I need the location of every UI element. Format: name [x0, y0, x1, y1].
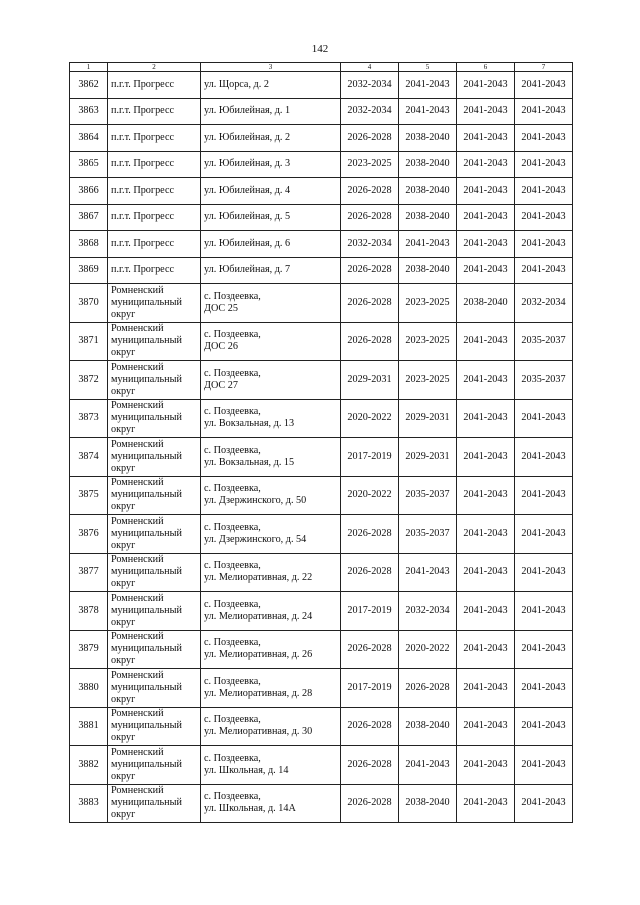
address-line: ул. Дзержинского, д. 54 — [204, 533, 307, 545]
settlement-cell — [108, 125, 201, 152]
period-col5: 2023-2025 — [399, 284, 457, 323]
period-col4: 2029-2031 — [341, 361, 399, 400]
address-line: ул. Юбилейная, д. 3 — [204, 158, 291, 170]
settlement-line: муниципальный — [111, 412, 182, 424]
row-number: 3866 — [70, 178, 108, 205]
period-col6: 2041-2043 — [457, 476, 515, 515]
period-col7: 2041-2043 — [515, 399, 573, 438]
period-col5: 2038-2040 — [399, 204, 457, 231]
period-col7: 2041-2043 — [515, 669, 573, 708]
settlement-cell — [108, 98, 201, 125]
settlement-line: муниципальный — [111, 373, 182, 385]
settlement-cell — [108, 361, 201, 400]
table-row — [70, 284, 573, 323]
table-row — [70, 476, 573, 515]
table-row — [70, 746, 573, 785]
address-line: ул. Мелиоративная, д. 30 — [204, 726, 313, 738]
period-col4: 2026-2028 — [341, 204, 399, 231]
period-col5: 2041-2043 — [399, 553, 457, 592]
settlement-line: муниципальный — [111, 527, 182, 539]
address-line: ул. Юбилейная, д. 6 — [204, 237, 291, 249]
address-line: ул. Дзержинского, д. 50 — [204, 495, 307, 507]
period-col5: 2026-2028 — [399, 669, 457, 708]
column-header: 5 — [399, 63, 457, 72]
address-line: ул. Юбилейная, д. 2 — [204, 131, 291, 143]
period-col4: 2032-2034 — [341, 72, 399, 99]
settlement-line: округ — [111, 732, 136, 744]
settlement-line: округ — [111, 347, 136, 359]
period-col5: 2041-2043 — [399, 98, 457, 125]
address-line: с. Поздеевка, — [204, 752, 261, 764]
period-col7: 2041-2043 — [515, 592, 573, 631]
table-row — [70, 361, 573, 400]
period-col4: 2026-2028 — [341, 784, 399, 823]
period-col4: 2026-2028 — [341, 707, 399, 746]
period-col7: 2041-2043 — [515, 204, 573, 231]
settlement-line: Ромненский — [111, 708, 164, 720]
period-col4: 2023-2025 — [341, 151, 399, 178]
row-number: 3868 — [70, 231, 108, 258]
period-col7: 2041-2043 — [515, 476, 573, 515]
settlement-cell — [108, 399, 201, 438]
settlement-cell — [108, 231, 201, 258]
table-row — [70, 151, 573, 178]
settlement-line: Ромненский — [111, 669, 164, 681]
row-number: 3869 — [70, 257, 108, 284]
period-col5: 2038-2040 — [399, 151, 457, 178]
row-number: 3879 — [70, 630, 108, 669]
settlement-line: Ромненский — [111, 631, 164, 643]
settlement-cell — [108, 151, 201, 178]
table-row — [70, 178, 573, 205]
period-col7: 2041-2043 — [515, 438, 573, 477]
period-col5: 2038-2040 — [399, 784, 457, 823]
address-cell — [201, 399, 341, 438]
address-cell — [201, 630, 341, 669]
settlement-line: округ — [111, 693, 136, 705]
period-col6: 2041-2043 — [457, 515, 515, 554]
period-col6: 2041-2043 — [457, 592, 515, 631]
address-cell — [201, 257, 341, 284]
column-header: 2 — [108, 63, 201, 72]
address-cell — [201, 72, 341, 99]
settlement-line: муниципальный — [111, 489, 182, 501]
settlement-cell — [108, 515, 201, 554]
address-line: с. Поздеевка, — [204, 560, 261, 572]
period-col6: 2041-2043 — [457, 72, 515, 99]
settlement-cell — [108, 257, 201, 284]
address-line: с. Поздеевка, — [204, 444, 261, 456]
settlement-line: муниципальный — [111, 797, 182, 809]
table-row — [70, 399, 573, 438]
table-row — [70, 669, 573, 708]
row-number: 3862 — [70, 72, 108, 99]
period-col5: 2038-2040 — [399, 178, 457, 205]
settlement-line: п.г.т. Прогресс — [111, 158, 174, 170]
period-col5: 2041-2043 — [399, 72, 457, 99]
address-cell — [201, 361, 341, 400]
period-col7: 2041-2043 — [515, 784, 573, 823]
period-col7: 2041-2043 — [515, 98, 573, 125]
period-col4: 2026-2028 — [341, 553, 399, 592]
address-line: ул. Школьная, д. 14 — [204, 764, 289, 776]
period-col6: 2041-2043 — [457, 361, 515, 400]
period-col4: 2032-2034 — [341, 231, 399, 258]
settlement-line: п.г.т. Прогресс — [111, 184, 174, 196]
row-number: 3863 — [70, 98, 108, 125]
settlement-line: муниципальный — [111, 296, 182, 308]
row-number: 3883 — [70, 784, 108, 823]
period-col7: 2041-2043 — [515, 515, 573, 554]
settlement-cell — [108, 204, 201, 231]
column-header: 4 — [341, 63, 399, 72]
address-line: ул. Мелиоративная, д. 22 — [204, 572, 313, 584]
address-line: ул. Мелиоративная, д. 26 — [204, 649, 313, 661]
address-cell — [201, 98, 341, 125]
settlement-cell — [108, 284, 201, 323]
row-number: 3874 — [70, 438, 108, 477]
settlement-line: муниципальный — [111, 681, 182, 693]
period-col7: 2035-2037 — [515, 361, 573, 400]
address-line: ДОС 26 — [204, 341, 238, 353]
period-col4: 2026-2028 — [341, 257, 399, 284]
row-number: 3877 — [70, 553, 108, 592]
period-col6: 2041-2043 — [457, 669, 515, 708]
period-col7: 2041-2043 — [515, 746, 573, 785]
settlement-line: округ — [111, 809, 136, 821]
period-col7: 2041-2043 — [515, 151, 573, 178]
row-number: 3882 — [70, 746, 108, 785]
period-col7: 2041-2043 — [515, 178, 573, 205]
table-row — [70, 204, 573, 231]
settlement-cell — [108, 72, 201, 99]
address-line: ул. Школьная, д. 14А — [204, 803, 296, 815]
address-line: с. Поздеевка, — [204, 714, 261, 726]
period-col6: 2041-2043 — [457, 707, 515, 746]
address-line: с. Поздеевка, — [204, 637, 261, 649]
address-line: с. Поздеевка, — [204, 675, 261, 687]
address-line: с. Поздеевка, — [204, 290, 261, 302]
period-col5: 2035-2037 — [399, 476, 457, 515]
address-cell — [201, 476, 341, 515]
column-header: 1 — [70, 63, 108, 72]
period-col6: 2041-2043 — [457, 257, 515, 284]
address-line: с. Поздеевка, — [204, 329, 261, 341]
settlement-line: Ромненский — [111, 323, 164, 335]
period-col6: 2041-2043 — [457, 553, 515, 592]
address-cell — [201, 592, 341, 631]
row-number: 3872 — [70, 361, 108, 400]
settlement-line: п.г.т. Прогресс — [111, 78, 174, 90]
period-col6: 2041-2043 — [457, 98, 515, 125]
period-col4: 2032-2034 — [341, 98, 399, 125]
period-col5: 2038-2040 — [399, 707, 457, 746]
address-line: ул. Юбилейная, д. 7 — [204, 264, 291, 276]
period-col7: 2041-2043 — [515, 630, 573, 669]
address-line: ул. Юбилейная, д. 5 — [204, 211, 291, 223]
settlement-line: Ромненский — [111, 785, 164, 797]
address-line: ул. Мелиоративная, д. 24 — [204, 610, 313, 622]
settlement-line: Ромненский — [111, 361, 164, 373]
period-col5: 2038-2040 — [399, 257, 457, 284]
table-row — [70, 592, 573, 631]
period-col6: 2041-2043 — [457, 231, 515, 258]
row-number: 3880 — [70, 669, 108, 708]
address-line: ДОС 25 — [204, 302, 238, 314]
period-col7: 2041-2043 — [515, 257, 573, 284]
address-line: с. Поздеевка, — [204, 791, 261, 803]
table-row — [70, 784, 573, 823]
table-row — [70, 515, 573, 554]
settlement-cell — [108, 476, 201, 515]
address-line: ул. Мелиоративная, д. 28 — [204, 687, 313, 699]
period-col4: 2026-2028 — [341, 125, 399, 152]
address-line: ул. Юбилейная, д. 4 — [204, 184, 291, 196]
settlement-line: Ромненский — [111, 592, 164, 604]
address-cell — [201, 746, 341, 785]
address-cell — [201, 151, 341, 178]
settlement-cell — [108, 746, 201, 785]
row-number: 3878 — [70, 592, 108, 631]
address-cell — [201, 784, 341, 823]
settlement-line: Ромненский — [111, 400, 164, 412]
header-row — [70, 63, 573, 72]
period-col5: 2029-2031 — [399, 399, 457, 438]
settlement-line: муниципальный — [111, 720, 182, 732]
settlement-cell — [108, 630, 201, 669]
settlement-line: Ромненский — [111, 554, 164, 566]
table-row — [70, 438, 573, 477]
settlement-line: округ — [111, 308, 136, 320]
period-col6: 2041-2043 — [457, 746, 515, 785]
period-col4: 2026-2028 — [341, 746, 399, 785]
period-col6: 2041-2043 — [457, 438, 515, 477]
table-row — [70, 72, 573, 99]
period-col6: 2041-2043 — [457, 399, 515, 438]
settlement-cell — [108, 707, 201, 746]
settlement-line: п.г.т. Прогресс — [111, 105, 174, 117]
period-col7: 2032-2034 — [515, 284, 573, 323]
row-number: 3873 — [70, 399, 108, 438]
address-cell — [201, 204, 341, 231]
settlement-cell — [108, 322, 201, 361]
settlement-line: Ромненский — [111, 746, 164, 758]
period-col5: 2041-2043 — [399, 231, 457, 258]
address-cell — [201, 669, 341, 708]
period-col5: 2023-2025 — [399, 361, 457, 400]
settlement-line: округ — [111, 578, 136, 590]
settlement-line: муниципальный — [111, 566, 182, 578]
period-col7: 2041-2043 — [515, 231, 573, 258]
address-line: с. Поздеевка, — [204, 483, 261, 495]
address-line: с. Поздеевка, — [204, 406, 261, 418]
table-row — [70, 98, 573, 125]
period-col7: 2041-2043 — [515, 553, 573, 592]
table-row — [70, 707, 573, 746]
table-row — [70, 231, 573, 258]
settlement-line: Ромненский — [111, 515, 164, 527]
settlement-line: муниципальный — [111, 604, 182, 616]
table-row — [70, 322, 573, 361]
settlement-cell — [108, 669, 201, 708]
period-col4: 2026-2028 — [341, 515, 399, 554]
period-col6: 2041-2043 — [457, 125, 515, 152]
period-col7: 2041-2043 — [515, 707, 573, 746]
row-number: 3864 — [70, 125, 108, 152]
settlement-line: муниципальный — [111, 758, 182, 770]
settlement-line: округ — [111, 462, 136, 474]
period-col5: 2041-2043 — [399, 746, 457, 785]
period-col6: 2041-2043 — [457, 784, 515, 823]
address-line: с. Поздеевка, — [204, 598, 261, 610]
period-col5: 2023-2025 — [399, 322, 457, 361]
row-number: 3875 — [70, 476, 108, 515]
settlement-line: округ — [111, 770, 136, 782]
period-col4: 2017-2019 — [341, 669, 399, 708]
address-line: с. Поздеевка, — [204, 367, 261, 379]
housing-schedule-table — [69, 62, 573, 823]
settlement-cell — [108, 178, 201, 205]
period-col5: 2029-2031 — [399, 438, 457, 477]
address-cell — [201, 231, 341, 258]
address-line: с. Поздеевка, — [204, 521, 261, 533]
address-cell — [201, 322, 341, 361]
table-row — [70, 553, 573, 592]
settlement-line: Ромненский — [111, 438, 164, 450]
settlement-line: Ромненский — [111, 284, 164, 296]
settlement-cell — [108, 592, 201, 631]
row-number: 3871 — [70, 322, 108, 361]
table-row — [70, 125, 573, 152]
table-row — [70, 630, 573, 669]
period-col5: 2038-2040 — [399, 125, 457, 152]
address-line: ДОС 27 — [204, 379, 238, 391]
period-col4: 2026-2028 — [341, 630, 399, 669]
period-col6: 2041-2043 — [457, 204, 515, 231]
settlement-line: муниципальный — [111, 335, 182, 347]
table-row — [70, 257, 573, 284]
row-number: 3876 — [70, 515, 108, 554]
period-col6: 2041-2043 — [457, 151, 515, 178]
row-number: 3881 — [70, 707, 108, 746]
settlement-line: муниципальный — [111, 643, 182, 655]
period-col5: 2032-2034 — [399, 592, 457, 631]
column-header: 7 — [515, 63, 573, 72]
settlement-line: п.г.т. Прогресс — [111, 237, 174, 249]
period-col4: 2020-2022 — [341, 399, 399, 438]
address-line: ул. Вокзальная, д. 13 — [204, 418, 295, 430]
period-col4: 2026-2028 — [341, 284, 399, 323]
settlement-line: п.г.т. Прогресс — [111, 131, 174, 143]
settlement-line: Ромненский — [111, 477, 164, 489]
settlement-line: п.г.т. Прогресс — [111, 264, 174, 276]
settlement-line: округ — [111, 616, 136, 628]
period-col7: 2041-2043 — [515, 125, 573, 152]
column-header: 6 — [457, 63, 515, 72]
address-line: ул. Юбилейная, д. 1 — [204, 105, 291, 117]
address-line: ул. Щорса, д. 2 — [204, 78, 269, 90]
address-cell — [201, 125, 341, 152]
period-col6: 2041-2043 — [457, 630, 515, 669]
address-cell — [201, 284, 341, 323]
page-number: 142 — [311, 43, 329, 55]
address-cell — [201, 707, 341, 746]
period-col7: 2035-2037 — [515, 322, 573, 361]
address-cell — [201, 178, 341, 205]
period-col7: 2041-2043 — [515, 72, 573, 99]
period-col4: 2026-2028 — [341, 322, 399, 361]
period-col4: 2017-2019 — [341, 592, 399, 631]
settlement-line: округ — [111, 539, 136, 551]
period-col6: 2041-2043 — [457, 178, 515, 205]
settlement-line: муниципальный — [111, 450, 182, 462]
settlement-cell — [108, 553, 201, 592]
row-number: 3870 — [70, 284, 108, 323]
address-cell — [201, 515, 341, 554]
period-col6: 2041-2043 — [457, 322, 515, 361]
table-body — [70, 72, 573, 823]
settlement-line: округ — [111, 501, 136, 513]
row-number: 3865 — [70, 151, 108, 178]
address-cell — [201, 553, 341, 592]
column-header: 3 — [201, 63, 341, 72]
address-cell — [201, 438, 341, 477]
settlement-line: округ — [111, 655, 136, 667]
period-col4: 2017-2019 — [341, 438, 399, 477]
settlement-cell — [108, 784, 201, 823]
settlement-line: округ — [111, 385, 136, 397]
settlement-cell — [108, 438, 201, 477]
settlement-line: округ — [111, 424, 136, 436]
period-col5: 2020-2022 — [399, 630, 457, 669]
period-col6: 2038-2040 — [457, 284, 515, 323]
period-col4: 2020-2022 — [341, 476, 399, 515]
address-line: ул. Вокзальная, д. 15 — [204, 456, 295, 468]
period-col4: 2026-2028 — [341, 178, 399, 205]
row-number: 3867 — [70, 204, 108, 231]
settlement-line: п.г.т. Прогресс — [111, 211, 174, 223]
period-col5: 2035-2037 — [399, 515, 457, 554]
